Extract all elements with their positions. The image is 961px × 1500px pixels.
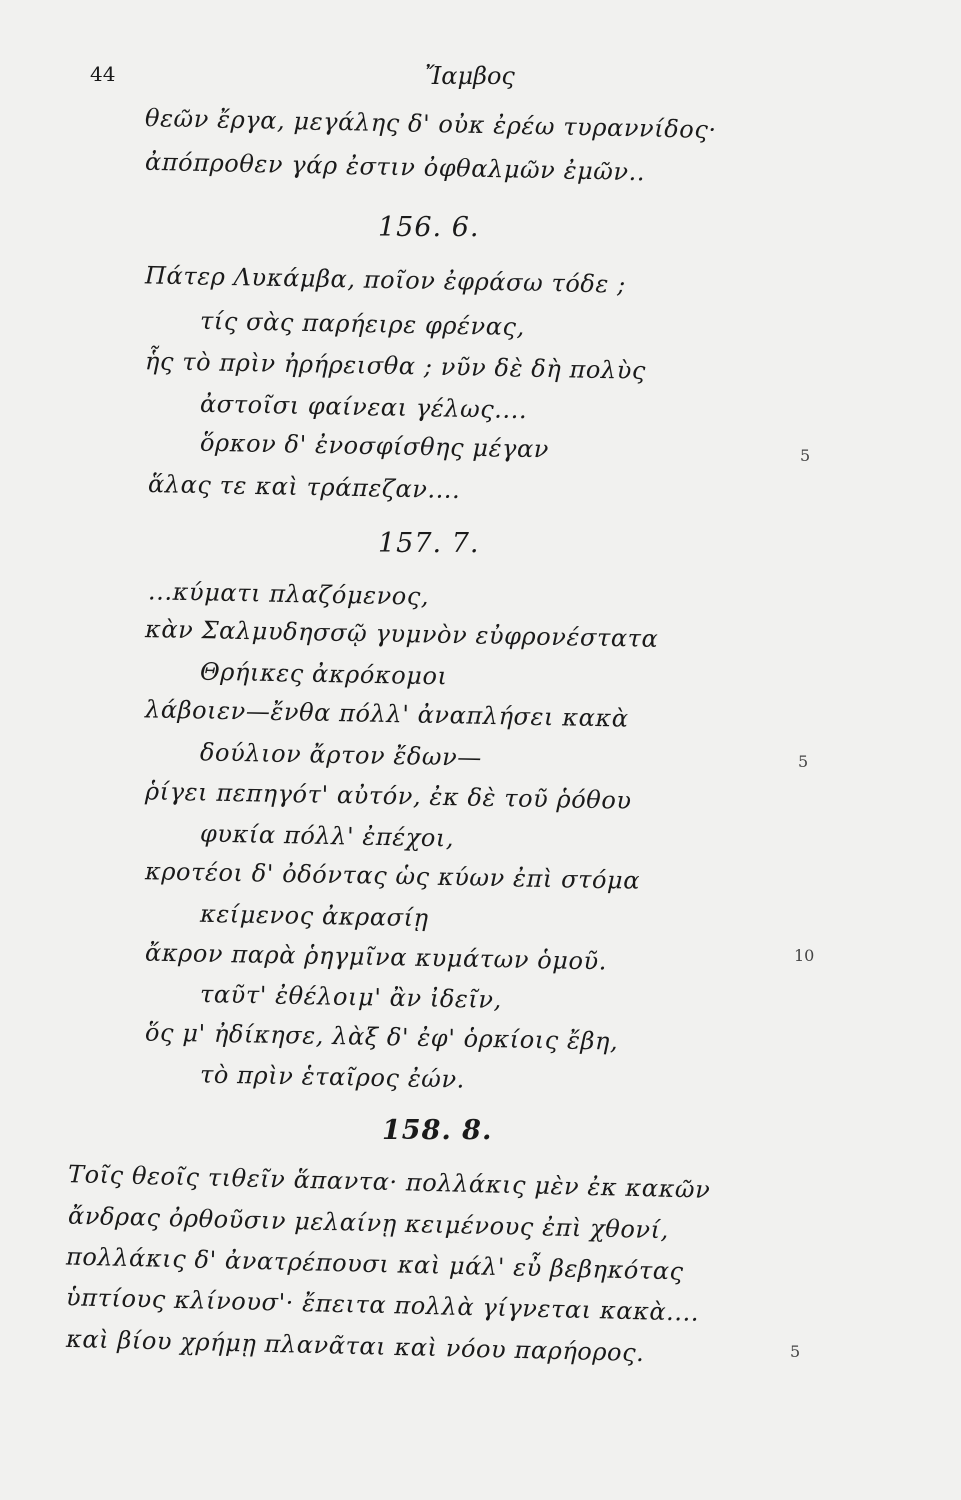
verse-line: ἀστοῖσι φαίνεαι γέλως....	[199, 389, 528, 425]
verse-line: ταῦτ' ἐθέλοιμ' ἂν ἰδεῖν,	[199, 980, 503, 1014]
verse-line: ἧς τὸ πρὶν ἠρήρεισθα ; νῦν δὲ δὴ πολὺς	[144, 347, 647, 385]
verse-line: ὑπτίους κλίνουσ'· ἔπειτα πολλὰ γίγνεται κακὰ....	[65, 1283, 700, 1327]
verse-line: λάβοιεν—ἔνθα πόλλ' ἀναπλήσει κακὰ	[144, 695, 629, 733]
verse-line: Πάτερ Λυκάμβα, ποῖον ἐφράσω τόδε ;	[144, 261, 627, 299]
verse-line: Τοῖς θεοῖς τιθεῖν ἅπαντα· πολλάκις μὲν ἐκ κακῶν	[67, 1160, 711, 1204]
verse-line: φυκία πόλλ' ἐπέχοι,	[199, 819, 455, 853]
verse-line: Θρήικες ἀκρόκομοι	[199, 657, 448, 691]
running-title: Ἴαμβος	[425, 62, 515, 90]
fragment-heading: 157. 7.	[378, 528, 480, 559]
verse-line: καὶ βίου χρήμῃ πλανᾶται καὶ νόου παρήορος.	[65, 1324, 645, 1368]
verse-line: ὅρκον δ' ἐνοσφίσθης μέγαν	[199, 428, 550, 464]
verse-line: ῥίγει πεπηγότ' αὐτόν, ἐκ δὲ τοῦ ῥόθου	[144, 777, 632, 815]
verse-line: δούλιον ἄρτον ἔδων—	[199, 738, 483, 772]
verse-line: ...κύματι πλαζόμενος,	[147, 577, 430, 611]
verse-line: τίς σὰς παρήειρε φρένας,	[199, 306, 526, 342]
margin-line-number: 10	[794, 946, 815, 965]
margin-line-number: 5	[790, 1342, 801, 1361]
verse-line: ὅς μ' ἠδίκησε, λὰξ δ' ἐφ' ὁρκίοις ἔβη,	[144, 1018, 619, 1056]
verse-line: ἄνδρας ὀρθοῦσιν μελαίνῃ κειμένους ἐπὶ χθονί,	[67, 1201, 670, 1245]
verse-line: ἀπόπροθεν γάρ ἐστιν ὀφθαλμῶν ἐμῶν..	[144, 147, 646, 187]
verse-line: τὸ πρὶν ἑταῖρος ἐών.	[199, 1060, 466, 1094]
verse-line: ἅλας τε καὶ τράπεζαν....	[147, 470, 461, 504]
verse-line: ἄκρον παρὰ ῥηγμῖνα κυμάτων ὁμοῦ.	[144, 938, 608, 976]
page-number: 44	[90, 62, 116, 86]
verse-line: κείμενος ἀκρασίῃ	[199, 899, 429, 933]
fragment-heading: 158. 8.	[382, 1115, 493, 1146]
margin-line-number: 5	[798, 752, 809, 771]
verse-line: θεῶν ἔργα, μεγάλης δ' οὐκ ἐρέω τυραννίδος·	[144, 104, 717, 144]
verse-line: πολλάκις δ' ἀνατρέπουσι καὶ μάλ' εὖ βεβηκότας	[65, 1242, 684, 1286]
verse-line: κὰν Σαλμυδησσῷ γυμνὸν εὐφρονέστατα	[144, 615, 659, 653]
verse-line: κροτέοι δ' ὀδόντας ὡς κύων ἐπὶ στόμα	[144, 857, 641, 895]
fragment-heading: 156. 6.	[378, 212, 480, 243]
margin-line-number: 5	[800, 446, 811, 465]
